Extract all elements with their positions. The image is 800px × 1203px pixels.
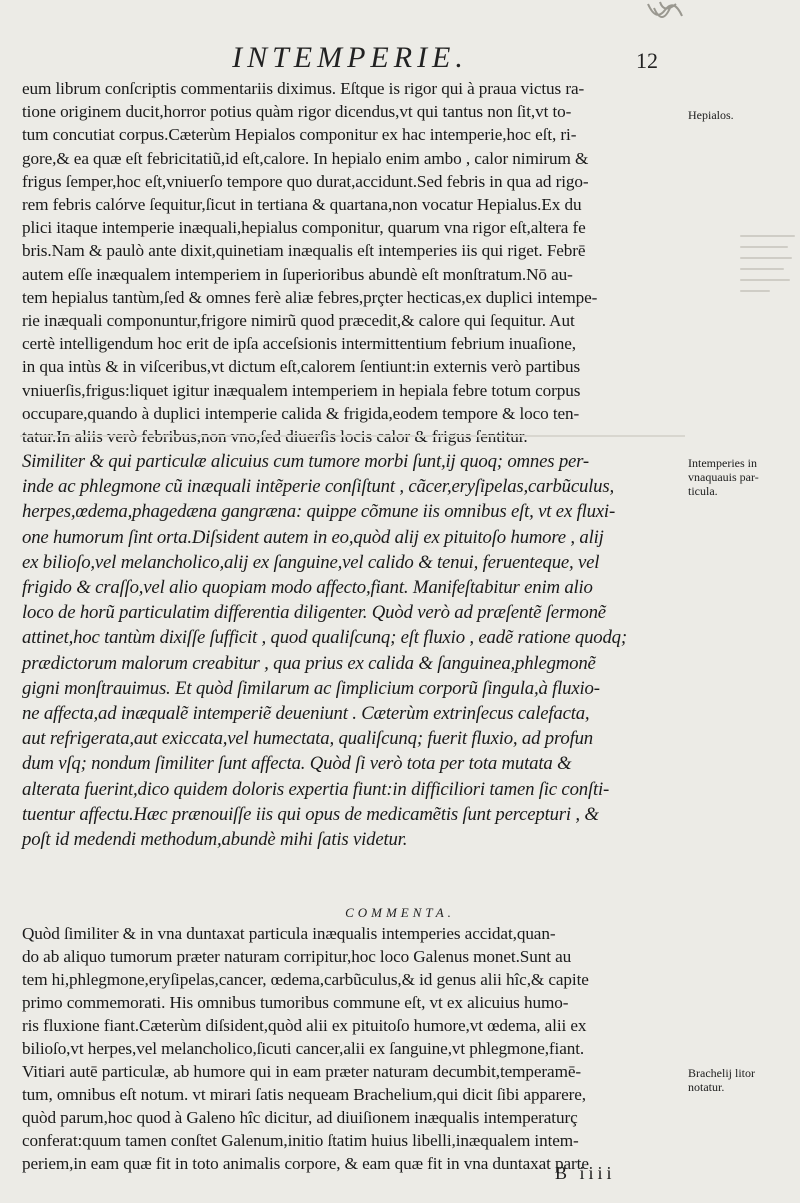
text-line: rem febris calórve ſequitur,ſicut in tertiana & quartana,non vocatur Hepialus.Ex du <box>22 195 582 215</box>
bleed-through-margin <box>740 235 800 330</box>
text-line: ris fluxione fiant.Cæterùm diſsident,quòd alii ex pituitoſo humore,vt œdema, alii ex <box>22 1016 587 1035</box>
text-line: primo commemorati. His omnibus tumoribus commune eſt, vt ex alicuius humo- <box>22 993 569 1012</box>
signature-mark: B iiii <box>555 1163 616 1183</box>
text-line: Vitiari autē particulæ, ab humore qui in eam præter naturam decumbit,temperamē- <box>22 1062 582 1081</box>
margin-note-line: notatur. <box>688 1080 725 1094</box>
margin-note-line: ticula. <box>688 484 718 498</box>
margin-note-line: Brachelij litor <box>688 1066 755 1080</box>
text-line: inde ac phlegmone cũ inæquali intẽperie conſiſtunt , cãcer,eryſipelas,carbũculus, <box>22 476 614 498</box>
text-line: tum, omnibus eſt notum. vt mirari ſatis nequeam Brachelium,qui dicit ſibi apparere, <box>22 1085 587 1104</box>
text-line: loco de horũ particulatim differentia diligenter. Quòd verò ad præſentẽ ſermonẽ <box>22 602 606 624</box>
bleed-through <box>20 432 685 440</box>
text-line: poſt id medendi methodum,abundè mihi ſatis videtur. <box>22 829 408 851</box>
galen-quotation <box>22 449 684 852</box>
text-line: eum librum conſcriptis commentariis diximus. Eſtque is rigor qui à praua victus ra- <box>22 79 585 98</box>
text-line: tem hi,phlegmone,eryſipelas,cancer, œdema,carbũculus,& id genus alii hîc,& capite <box>22 970 589 989</box>
margin-note-line: Intemperies in <box>688 456 757 470</box>
ornament-icon <box>640 0 690 30</box>
text-line: tuentur affectu.Hæc prænouiſſe iis qui opus de medicamẽtis ſunt percepturi , & <box>22 803 599 825</box>
text-line: one humorum ſint orta.Diſsident autem in eo,quòd alij ex pituitoſo humore , alij <box>22 526 604 548</box>
text-line: gigni monſtrauimus. Et quòd ſimilarum ac ſimplicium corporũ ſingula,à fluxio- <box>22 677 600 699</box>
text-line: gore,& ea quæ eſt febricitatiũ,id eſt,calore. In hepialo enim ambo , calor nimirum & <box>22 148 589 168</box>
text-line: autem eſſe inæqualem intemperiem in ſuperioribus abundè eſt monſtratum.Nō au- <box>22 264 573 284</box>
text-line: frigus ſemper,hoc eſt,vniuerſo tempore quo durat,accidunt.Sed febris in qua ad rigo- <box>22 171 589 191</box>
text-line: bris.Nam & paulò ante dixit,quinetiam inæqualis eſt intemperies iis qui riget. Febrē <box>22 241 586 261</box>
text-line: tione originem ducit,horror potius quàm rigor dicendus,vt qui tantus non ſit,vt to- <box>22 102 572 122</box>
text-line: ne affecta,ad inæqualẽ intemperiẽ deueniunt . Cæterùm extrinſecus calefacta, <box>22 703 590 725</box>
text-line: occupare,quando à duplici intemperie calida & frigida,eodem tempore & loco ten- <box>22 403 580 423</box>
text-line: conferat:quum tamen conſtet Galenum,initio ſtatim huius libelli,inæqualem intem- <box>22 1131 579 1150</box>
text-line: frigido & craſſo,vel alio quopiam modo affecto,fiant. Manifeſtabitur enim alio <box>22 577 593 599</box>
text-line: Quòd ſimiliter & in vna duntaxat particula inæqualis intemperies accidat,quan- <box>22 924 556 943</box>
comment-heading: COMMENTA. <box>345 905 455 920</box>
margin-note-hepialos: Hepialos. <box>688 108 734 122</box>
text-line: alterata fuerint,dico quidem doloris expertia fiunt:in difficiliori tamen ſic conſti- <box>22 778 610 800</box>
text-line: periem,in eam quæ fit in toto animalis corpore, & eam quæ fit in vna duntaxat parte <box>22 1154 589 1173</box>
text-line: certè intelligendum hoc erit de ipſa acceſsionis intermittentium febrium inuaſione, <box>22 334 576 354</box>
margin-note-brachelij <box>688 1066 800 1094</box>
text-line: aut refrigerata,aut exiccata,vel humectata, qualiſcunq; fuerit fluxio, ad profun <box>22 728 593 750</box>
text-line: attinet,hoc tantùm dixiſſe ſufficit , quod qualiſcunq; eſt fluxio , eadẽ ratione quodq; <box>22 627 627 649</box>
text-line: tum concutiat corpus.Cæterùm Hepialos componitur ex hac intemperie,hoc eſt, ri- <box>22 125 577 145</box>
running-head: INTEMPERIE. <box>232 41 468 74</box>
text-line: dum vſq; nondum ſimiliter ſunt affecta. Quòd ſi verò tota per tota mutata & <box>22 753 572 775</box>
commentary-text <box>22 922 684 1175</box>
text-line: quòd parum,hoc quod à Galeno hîc dicitur, ad diuiſionem inæqualis intemperaturç <box>22 1108 578 1127</box>
text-line: tem hepialus tantùm,ſed & omnes ferè aliæ febres,prçter hecticas,ex duplici intempe- <box>22 287 598 307</box>
text-line: bilioſo,vt herpes,vel melancholico,ſicuti cancer,alii ex ſanguine,vt phlegmone,fiant. <box>22 1039 585 1058</box>
text-line: do ab aliquo tumorum præter naturam corripitur,hoc loco Galenus monet.Sunt au <box>22 947 572 966</box>
text-line: vniuerſis,frigus:liquet igitur inæqualem intemperiem in hepiala febre totum corpus <box>22 380 581 400</box>
text-line: rie inæquali componuntur,frigore nimirũ quod præcedit,& calore qui ſequitur. Aut <box>22 311 575 331</box>
margin-note-intemperies <box>688 456 800 498</box>
text-line: Similiter & qui particulæ alicuius cum tumore morbi ſunt,ij quoq; omnes per- <box>22 451 589 472</box>
text-line: prædictorum malorum creabitur , qua prius ex calida & ſanguinea,phlegmonẽ <box>22 652 596 674</box>
text-line: ex bilioſo,vel melancholico,alij ex ſanguine,vel calido & tenui, feruenteque, vel <box>22 551 600 573</box>
text-line: in qua intùs & in viſceribus,vt dictum eſt,calorem ſentiunt:in externis verò partibus <box>22 357 581 377</box>
page-number: 12 <box>636 48 658 73</box>
margin-note-line: vnaquauis par- <box>688 470 759 484</box>
text-line: plici itaque intemperie inæquali,hepialus componitur, quarum vna rigor eſt,altera fe <box>22 218 586 238</box>
text-line: herpes,œdema,phagedæna gangræna: quippe cõmune iis omnibus eſt, vt ex fluxi- <box>22 501 616 523</box>
main-text <box>22 77 684 448</box>
